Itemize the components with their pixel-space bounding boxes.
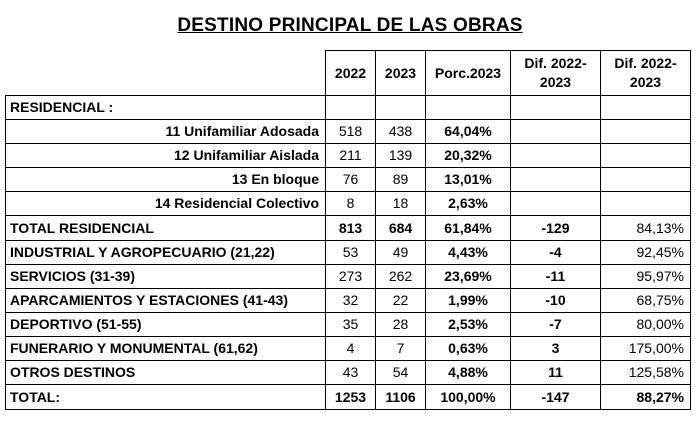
cell-2023: 28 bbox=[376, 313, 426, 337]
cell-porc: 1,99% bbox=[426, 289, 511, 313]
cell-dif-pct: 88,27% bbox=[601, 385, 691, 410]
cell-2022: 76 bbox=[326, 168, 376, 192]
cell-porc: 0,63% bbox=[426, 337, 511, 361]
cell-porc: 23,69% bbox=[426, 265, 511, 289]
cell-2022: 8 bbox=[326, 192, 376, 216]
row-label: 11 Unifamiliar Adosada bbox=[6, 120, 326, 144]
header-dif-abs-line1: Dif. 2022- bbox=[524, 55, 587, 71]
cell-2022: 211 bbox=[326, 144, 376, 168]
header-dif-pct-line2: 2023 bbox=[629, 74, 662, 90]
row-label: 14 Residencial Colectivo bbox=[6, 192, 326, 216]
cell-2023: 49 bbox=[376, 241, 426, 265]
cell-2022: 518 bbox=[326, 120, 376, 144]
cell-2022: 1253 bbox=[326, 385, 376, 410]
header-porc-2023: Porc.2023 bbox=[426, 51, 511, 96]
section-label: RESIDENCIAL : bbox=[6, 96, 326, 120]
sub-row bbox=[6, 192, 691, 216]
cell-porc: 100,00% bbox=[426, 385, 511, 410]
table-row bbox=[6, 337, 691, 361]
sub-row bbox=[6, 144, 691, 168]
cell-dif: -10 bbox=[511, 289, 601, 313]
cell-porc: 61,84% bbox=[426, 216, 511, 241]
row-label: TOTAL RESIDENCIAL bbox=[6, 216, 326, 241]
cell-2022: 4 bbox=[326, 337, 376, 361]
cell-2022: 813 bbox=[326, 216, 376, 241]
cell-2023: 18 bbox=[376, 192, 426, 216]
cell-dif: 3 bbox=[511, 337, 601, 361]
cell-2023: 438 bbox=[376, 120, 426, 144]
row-label: SERVICIOS (31-39) bbox=[6, 265, 326, 289]
table-row bbox=[6, 361, 691, 385]
cell-porc: 2,53% bbox=[426, 313, 511, 337]
cell-porc: 4,88% bbox=[426, 361, 511, 385]
table-row bbox=[6, 241, 691, 265]
row-label: INDUSTRIAL Y AGROPECUARIO (21,22) bbox=[6, 241, 326, 265]
cell-porc: 20,32% bbox=[426, 144, 511, 168]
cell-dif: -129 bbox=[511, 216, 601, 241]
cell-porc: 4,43% bbox=[426, 241, 511, 265]
cell-2022: 53 bbox=[326, 241, 376, 265]
page-title: DESTINO PRINCIPAL DE LAS OBRAS bbox=[177, 15, 523, 36]
cell-2023: 54 bbox=[376, 361, 426, 385]
header-dif-pct bbox=[601, 51, 691, 96]
row-label: 12 Unifamiliar Aislada bbox=[6, 144, 326, 168]
cell-dif-pct: 68,75% bbox=[601, 289, 691, 313]
cell-2022: 35 bbox=[326, 313, 376, 337]
cell-dif-pct: 95,97% bbox=[601, 265, 691, 289]
cell-porc: 2,63% bbox=[426, 192, 511, 216]
cell-dif: 11 bbox=[511, 361, 601, 385]
row-label: FUNERARIO Y MONUMENTAL (61,62) bbox=[6, 337, 326, 361]
header-blank-cell bbox=[6, 51, 326, 96]
cell-dif-pct: 80,00% bbox=[601, 313, 691, 337]
sub-row bbox=[6, 120, 691, 144]
table-row bbox=[6, 265, 691, 289]
header-dif-abs bbox=[511, 51, 601, 96]
row-label: APARCAMIENTOS Y ESTACIONES (41-43) bbox=[6, 289, 326, 313]
row-label: TOTAL: bbox=[6, 385, 326, 410]
cell-dif-pct: 175,00% bbox=[601, 337, 691, 361]
cell-porc: 64,04% bbox=[426, 120, 511, 144]
row-label: OTROS DESTINOS bbox=[6, 361, 326, 385]
cell-2022: 43 bbox=[326, 361, 376, 385]
header-2023: 2023 bbox=[376, 51, 426, 96]
header-2022: 2022 bbox=[326, 51, 376, 96]
header-row bbox=[6, 51, 691, 96]
cell-2023: 139 bbox=[376, 144, 426, 168]
cell-2023: 7 bbox=[376, 337, 426, 361]
cell-dif: -147 bbox=[511, 385, 601, 410]
cell-dif-pct: 92,45% bbox=[601, 241, 691, 265]
total-residencial-row bbox=[6, 216, 691, 241]
destino-obras-table bbox=[5, 50, 691, 410]
table-row bbox=[6, 289, 691, 313]
cell-2023: 262 bbox=[376, 265, 426, 289]
cell-2022: 273 bbox=[326, 265, 376, 289]
cell-2023: 89 bbox=[376, 168, 426, 192]
cell-2023: 1106 bbox=[376, 385, 426, 410]
sub-row bbox=[6, 168, 691, 192]
cell-2022: 32 bbox=[326, 289, 376, 313]
cell-2023: 22 bbox=[376, 289, 426, 313]
grand-total-row bbox=[6, 385, 691, 410]
section-row-residencial bbox=[6, 96, 691, 120]
cell-dif-pct: 84,13% bbox=[601, 216, 691, 241]
cell-dif-pct: 125,58% bbox=[601, 361, 691, 385]
header-dif-pct-line1: Dif. 2022- bbox=[614, 55, 677, 71]
row-label: 13 En bloque bbox=[6, 168, 326, 192]
cell-porc: 13,01% bbox=[426, 168, 511, 192]
cell-dif: -11 bbox=[511, 265, 601, 289]
cell-2023: 684 bbox=[376, 216, 426, 241]
cell-dif: -7 bbox=[511, 313, 601, 337]
header-dif-abs-line2: 2023 bbox=[539, 74, 572, 90]
table-row bbox=[6, 313, 691, 337]
cell-dif: -4 bbox=[511, 241, 601, 265]
row-label: DEPORTIVO (51-55) bbox=[6, 313, 326, 337]
